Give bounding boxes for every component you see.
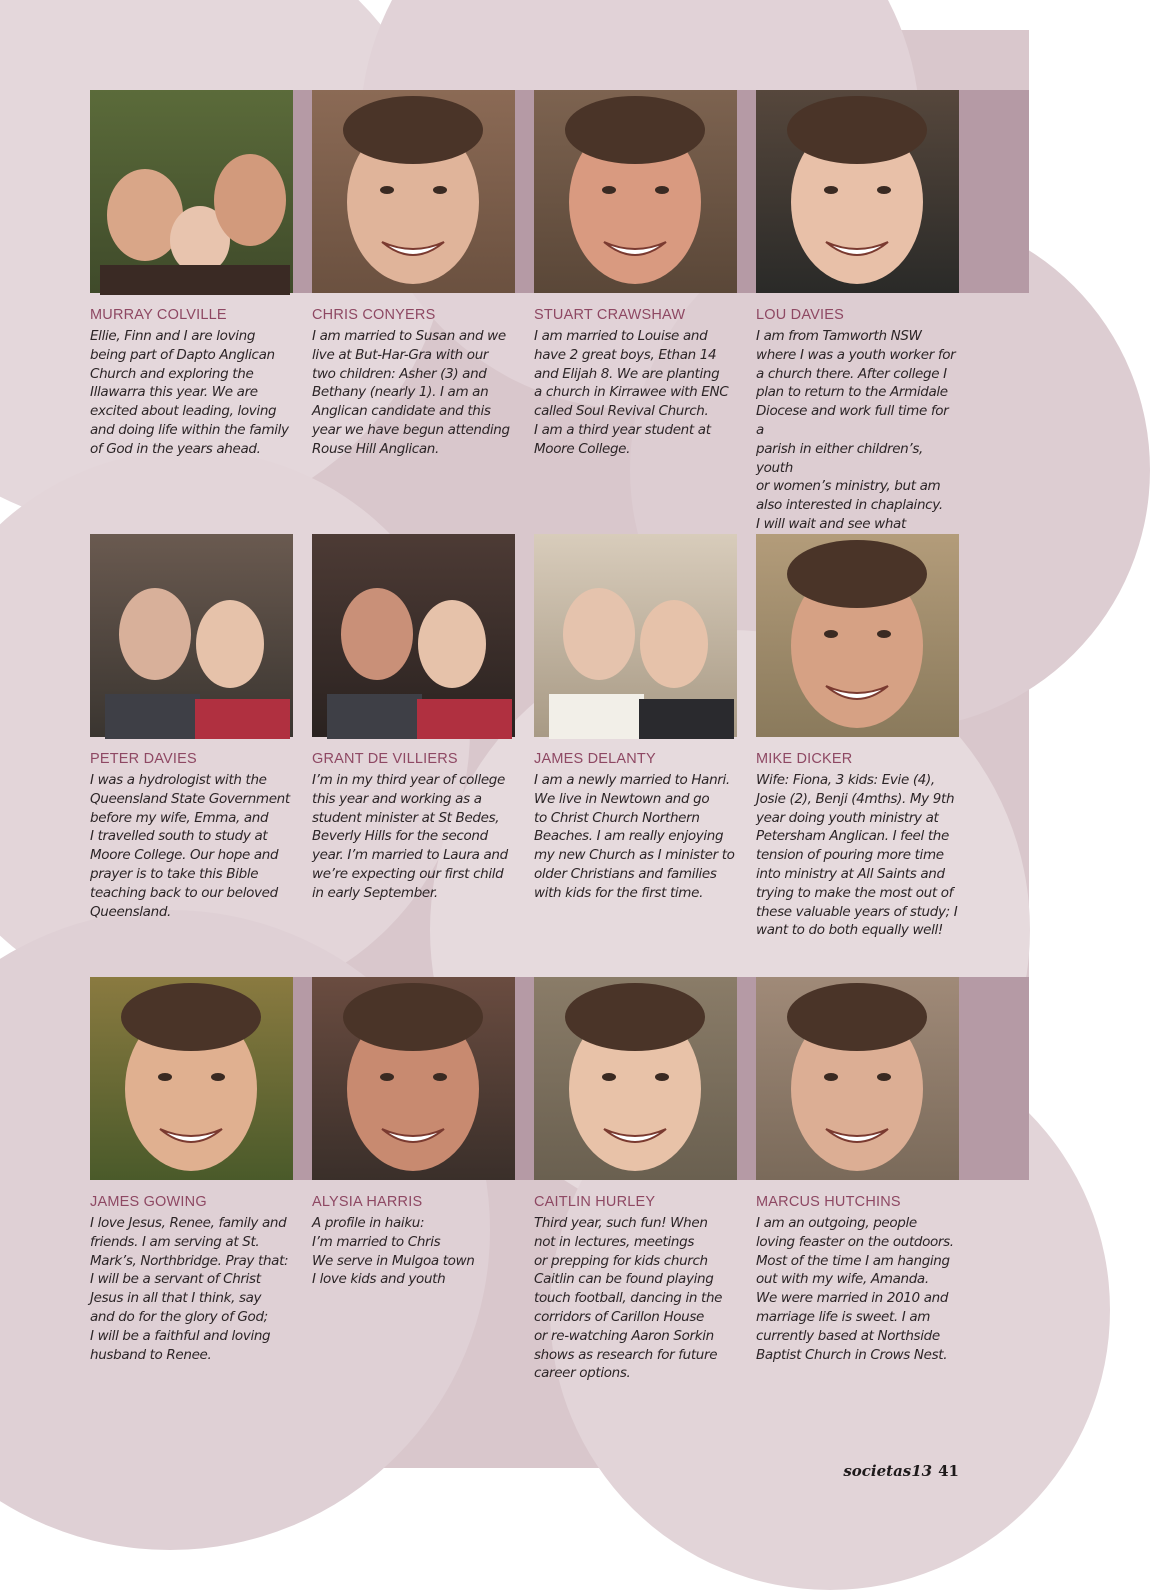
couple-photo [90,534,293,737]
photo-illustration [312,534,515,737]
profile-name: GRANT DE VILLIERS [312,751,458,767]
publication-name: societas13 [843,1462,933,1480]
profile-card [534,977,737,1383]
page-footer [843,1462,959,1480]
profile-card [90,534,293,921]
portrait-photo [534,90,737,293]
profile-name: MARCUS HUTCHINS [756,1194,901,1210]
photo-illustration [312,90,515,293]
profile-name: CAITLIN HURLEY [534,1194,656,1210]
photo-illustration [756,534,959,737]
profile-bio: I am an outgoing, people loving feaster on the outdoors. Most of the time I am hanging out with my wife, Amanda. We were married in 2010 and marriage life is sweet. I am currently based at Northside Baptist Church in Crows Nest. [756,1215,954,1363]
photo-illustration [90,534,293,737]
profile-name: LOU DAVIES [756,307,844,323]
profile-name: MURRAY COLVILLE [90,307,227,323]
profile-card [534,534,737,903]
profile-bio: Ellie, Finn and I are loving being part of Dapto Anglican Church and exploring the Illawarra this year. We are excited about leading, loving and doing life within the family of God in the years ahead. [90,328,289,457]
profile-name: CHRIS CONYERS [312,307,436,323]
photo-illustration [534,977,737,1180]
profile-card [90,977,293,1364]
profile-name: STUART CRAWSHAW [534,307,686,323]
photo-illustration [90,977,293,1180]
profile-name: MIKE DICKER [756,751,853,767]
profile-bio: I’m in my third year of college this year and working as a student minister at St Bedes, Beverly Hills for the second year. I’m married to Laura and we’re expecting our first child in early September. [312,772,508,901]
profile-bio: I am a newly married to Hanri. We live in Newtown and go to Christ Church Northern Beaches. I am really enjoying my new Church as I minister to older Christians and families with kids for the first time. [534,772,735,901]
profile-name: JAMES DELANTY [534,751,656,767]
profile-bio: A profile in haiku: I’m married to Chris We serve in Mulgoa town I love kids and youth [312,1215,475,1288]
profile-bio: I was a hydrologist with the Queensland State Government before my wife, Emma, and I travelled south to study at Moore College. Our hope and prayer is to take this Bible teaching back to our beloved Queensland. [90,772,290,920]
profile-bio: I am married to Susan and we live at But-Har-Gra with our two children: Asher (3) and Bethany (nearly 1). I am an Anglican candidate and this year we have begun attending Rouse Hill Anglican. [312,328,510,457]
wedding-photo [534,534,737,737]
photo-illustration [756,90,959,293]
profile-bio: I am from Tamworth NSW where I was a youth worker for a church there. After college I plan to return to the Armidale Diocese and work full time for a parish in either children’s, youth or women’s ministry, but am also interested in chaplaincy. I will wait and see what [756,328,956,532]
portrait-photo [756,534,959,737]
profile-bio: I am married to Louise and have 2 great boys, Ethan 14 and Elijah 8. We are planting a church in Kirrawee with ENC called Soul Revival Church. I am a third year student at Moore College. [534,328,729,457]
profile-bio: I love Jesus, Renee, family and friends. I am serving at St. Mark’s, Northbridge. Pray that: I will be a servant of Christ Jesus in all that I think, say and do for the glory of God; I will be a faithful and loving husband to Renee. [90,1215,289,1363]
couple-photo [312,534,515,737]
profile-card [90,90,293,459]
photo-illustration [534,534,737,737]
profile-card [756,534,959,940]
portrait-photo [312,90,515,293]
photo-illustration [756,977,959,1180]
portrait-photo [90,977,293,1180]
profile-name: JAMES GOWING [90,1194,207,1210]
profile-name: PETER DAVIES [90,751,197,767]
page-number: 41 [938,1462,959,1480]
profile-bio: Wife: Fiona, 3 kids: Evie (4), Josie (2), Benji (4mths). My 9th year doing youth ministry at Petersham Anglican. I feel the tension of pouring more time into ministry at All Saints and trying to make the most out of these valuable years of study; I want to do both equally well! [756,772,958,939]
profile-card [312,977,515,1289]
magazine-page [30,30,1029,1480]
photo-illustration [534,90,737,293]
profile-bio: Third year, such fun! When not in lectures, meetings or prepping for kids church Caitlin can be found playing touch football, dancing in the corridors of Carillon House or re-watching Aaron Sorkin shows as research for future career options. [534,1215,723,1382]
family-photo [90,90,293,293]
profile-card [534,90,737,459]
portrait-photo [756,977,959,1180]
photo-illustration [312,977,515,1180]
portrait-photo [312,977,515,1180]
profile-card [756,90,959,571]
photo-illustration [90,90,293,293]
portrait-photo [756,90,959,293]
portrait-photo [534,977,737,1180]
profile-name: ALYSIA HARRIS [312,1194,423,1210]
profile-card [312,90,515,459]
profile-card [312,534,515,903]
profile-card [756,977,959,1364]
